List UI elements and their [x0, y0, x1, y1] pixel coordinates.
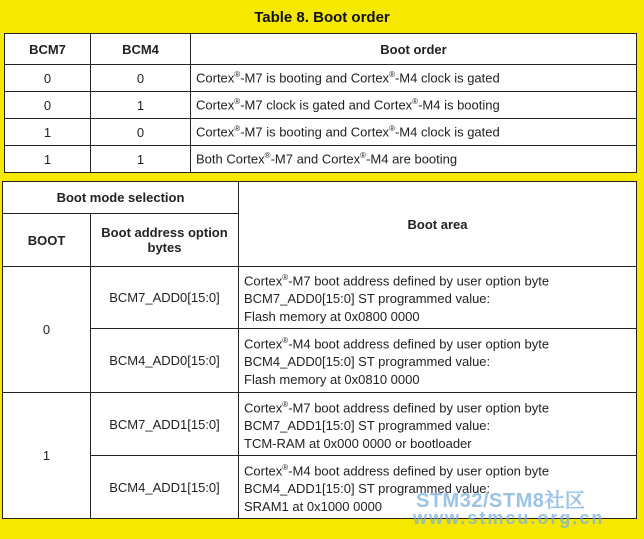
cell-bcm4: 1 — [91, 92, 191, 119]
cell-bcm7: 1 — [5, 146, 91, 173]
cell-boot-order: Cortex®-M7 clock is gated and Cortex®-M4 is booting — [191, 92, 637, 119]
watermark-url: www.stmcu.org.cn — [413, 508, 605, 528]
cell-option-byte: BCM4_ADD1[15:0] — [91, 456, 239, 519]
header-bcm7: BCM7 — [5, 34, 91, 65]
boot-area-table — [2, 181, 637, 519]
cell-boot-area: Cortex®-M7 boot address defined by user option byte BCM7_ADD0[15:0] ST programmed value: Flash memory at 0x0800 0000 — [239, 267, 637, 329]
table-row — [3, 329, 637, 393]
cell-boot-area: Cortex®-M7 boot address defined by user option byte BCM7_ADD1[15:0] ST programmed value: TCM-RAM at 0x000 0000 or bootloader — [239, 393, 637, 456]
table-title: Table 8. Boot order — [254, 9, 390, 26]
cell-bcm4: 1 — [91, 146, 191, 173]
table-row — [5, 65, 637, 92]
cell-boot-area: Cortex®-M4 boot address defined by user option byte BCM4_ADD0[15:0] ST programmed value: Flash memory at 0x0810 0000 — [239, 329, 637, 393]
header-boot: BOOT — [3, 214, 91, 267]
cell-boot-order: Cortex®-M7 is booting and Cortex®-M4 clock is gated — [191, 65, 637, 92]
cell-option-byte: BCM7_ADD1[15:0] — [91, 393, 239, 456]
cell-bcm4: 0 — [91, 65, 191, 92]
cell-bcm7: 0 — [5, 92, 91, 119]
table-row — [5, 92, 637, 119]
cell-boot-value: 0 — [3, 267, 91, 393]
header-boot-order: Boot order — [191, 34, 637, 65]
cell-bcm7: 1 — [5, 119, 91, 146]
cell-boot-order: Cortex®-M7 is booting and Cortex®-M4 clock is gated — [191, 119, 637, 146]
table-row — [5, 119, 637, 146]
cell-option-byte: BCM7_ADD0[15:0] — [91, 267, 239, 329]
cell-boot-order: Both Cortex®-M7 and Cortex®-M4 are booting — [191, 146, 637, 173]
cell-boot-area: Cortex®-M4 boot address defined by user option byte BCM4_ADD1[15:0] ST programmed value: SRAM1 at 0x1000 0000 — [239, 456, 637, 519]
header-bcm4: BCM4 — [91, 34, 191, 65]
header-boot-address-option: Boot address option bytes — [91, 214, 239, 267]
header-boot-mode-selection: Boot mode selection — [3, 182, 239, 214]
boot-order-table — [4, 33, 637, 173]
cell-bcm7: 0 — [5, 65, 91, 92]
cell-bcm4: 0 — [91, 119, 191, 146]
cell-boot-value: 1 — [3, 393, 91, 519]
table-row — [3, 267, 637, 329]
watermark-community: STM32/STM8社区 — [416, 490, 586, 512]
header-boot-area: Boot area — [239, 182, 637, 267]
table-header-row — [5, 34, 637, 65]
table-header-row — [3, 182, 637, 214]
cell-option-byte: BCM4_ADD0[15:0] — [91, 329, 239, 393]
table-row — [5, 146, 637, 173]
table-row — [3, 393, 637, 456]
